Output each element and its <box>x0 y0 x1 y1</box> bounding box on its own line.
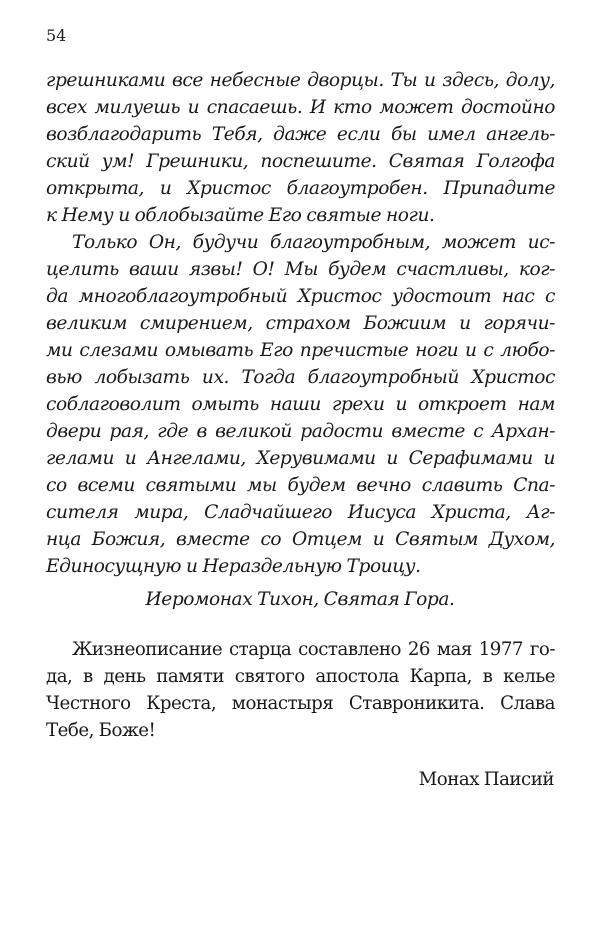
text-line: грешниками все небесные дворцы. Ты и здесь, долу, <box>46 70 555 91</box>
text-line: возблагодарить Тебя, даже если бы имел ангель- <box>46 124 555 145</box>
text-line: да, в день памяти святого апостола Карпа, в келье <box>46 666 555 687</box>
quoted-sermon-text <box>46 67 555 580</box>
text-line: Единосущную и Нераздельную Троицу. <box>46 556 421 577</box>
text-line: соблаговолит омыть наши грехи и откроет нам <box>46 394 555 415</box>
signature: Монах Паисий <box>418 769 554 790</box>
text-line: вью лобызать их. Тогда благоутробный Христос <box>46 367 555 388</box>
paragraph-2 <box>46 229 555 580</box>
page-number: 54 <box>46 26 67 45</box>
text-line: открыта, и Христос благоутробен. Припадите <box>46 178 555 199</box>
text-line: ми слезами омывать Его пречистые ноги и с любо- <box>46 340 555 361</box>
text-line: двери рая, где в великой радости вместе с Архан- <box>46 421 555 442</box>
paragraph-1 <box>46 67 555 229</box>
text-line: всех милуешь и спасаешь. И кто может достойно <box>46 97 555 118</box>
text-line: целить ваши язвы! О! Мы будем счастливы, ког- <box>46 259 555 280</box>
text-line: к Нему и облобызайте Его святые ноги. <box>46 205 435 226</box>
text-line: гелами и Ангелами, Херувимами и Серафимами и <box>46 448 555 469</box>
text-line: Тебе, Боже! <box>46 720 156 741</box>
attribution: Иеромонах Тихон, Святая Гора. <box>145 589 455 610</box>
text-line: со всеми святыми мы будем вечно славить Спа- <box>46 475 555 496</box>
text-line: Жизнеописание старца составлено 26 мая 1977 го- <box>72 639 555 660</box>
text-line: Честного Креста, монастыря Ставроникита. Слава <box>46 693 555 714</box>
text-line: великим смирением, страхом Божиим и горячи- <box>46 313 555 334</box>
text-line: Только Он, будучи благоутробным, может ис- <box>72 232 555 253</box>
text-line: да многоблагоутробный Христос удостоит нас с <box>46 286 555 307</box>
text-line: нца Божия, вместе со Отцем и Святым Духом, <box>46 529 555 550</box>
text-line: сителя мира, Сладчайшего Иисуса Христа, Аг- <box>46 502 555 523</box>
text-line: ский ум! Грешники, поспешите. Святая Голгофа <box>46 151 555 172</box>
closing-paragraph <box>46 636 555 744</box>
